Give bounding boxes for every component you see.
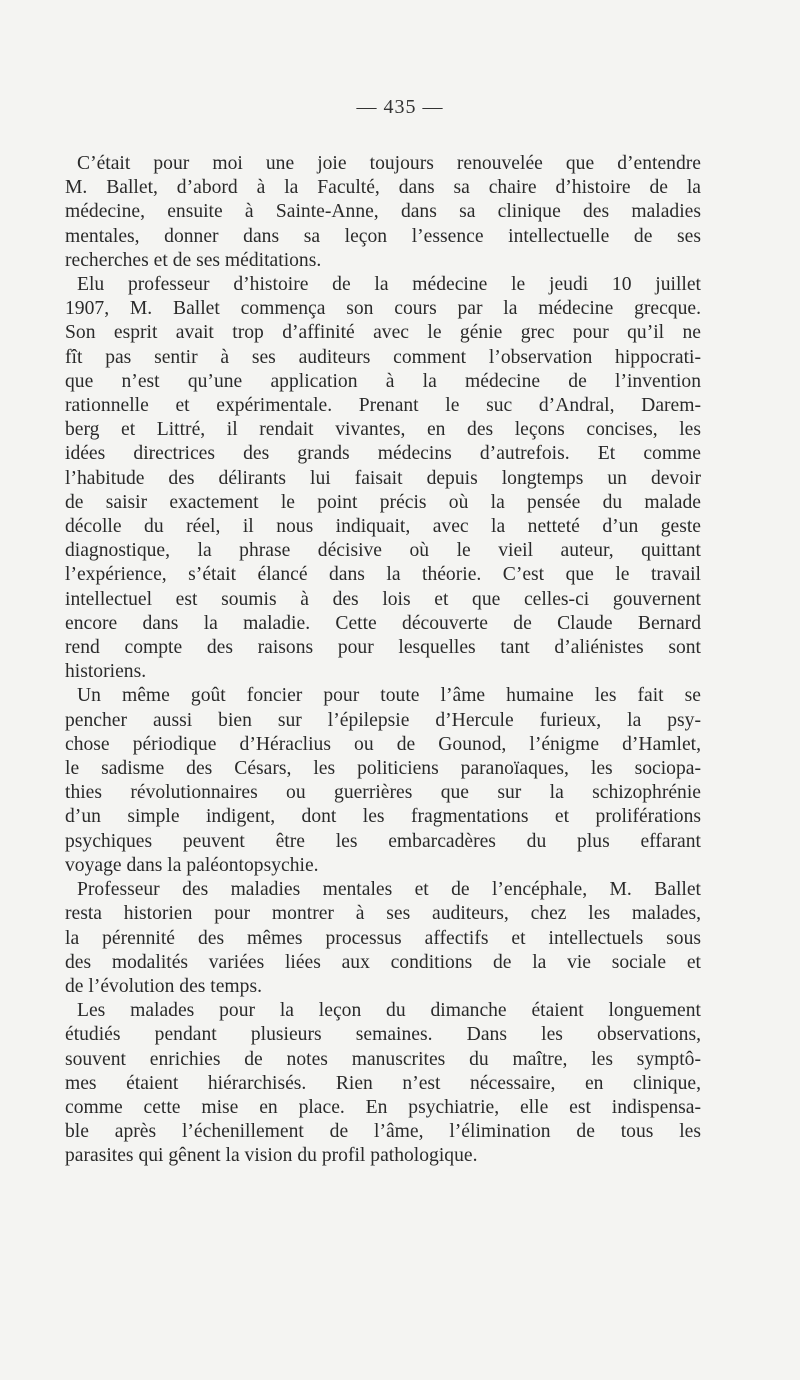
text-line: mes étaient hiérarchisés. Rien n’est nécessaire, en clinique,: [65, 1072, 701, 1094]
text-line: chose périodique d’Héraclius ou de Gounod, l’énigme d’Hamlet,: [65, 733, 701, 755]
page-number: — 435 —: [356, 96, 444, 118]
text-line: fît pas sentir à ses auditeurs comment l’observation hippocrati-: [65, 346, 701, 368]
text-line: Son esprit avait trop d’affinité avec le génie grec pour qu’il ne: [65, 322, 701, 344]
text-line: psychiques peuvent être les embarcadères du plus effarant: [65, 830, 701, 852]
text-line: intellectuel est soumis à des lois et que celles-ci gouvernent: [65, 588, 701, 610]
paragraph: [53, 878, 701, 999]
paragraph: [53, 273, 701, 684]
text-line: la pérennité des mêmes processus affectifs et intellectuels sous: [65, 927, 701, 949]
text-line: diagnostique, la phrase décisive où le vieil auteur, quittant: [65, 540, 701, 562]
text-line: rationnelle et expérimentale. Prenant le suc d’Andral, Darem-: [65, 395, 701, 417]
text-line: que n’est qu’une application à la médecine de l’invention: [65, 370, 701, 392]
text-line: rend compte des raisons pour lesquelles tant d’aliénistes sont: [65, 637, 701, 659]
text-line: décolle du réel, il nous indiquait, avec la netteté d’un geste: [65, 516, 701, 538]
text-line: Elu professeur d’histoire de la médecine le jeudi 10 juillet: [77, 274, 701, 296]
paragraph: [53, 152, 701, 273]
text-line: l’expérience, s’était élancé dans la théorie. C’est que le travail: [65, 564, 701, 586]
text-line: resta historien pour montrer à ses auditeurs, chez les malades,: [65, 903, 701, 925]
text-line: recherches et de ses méditations.: [65, 249, 322, 271]
text-line: idées directrices des grands médecins d’autrefois. Et comme: [65, 443, 701, 465]
text-line: berg et Littré, il rendait vivantes, en des leçons concises, les: [65, 419, 701, 441]
text-line: le sadisme des Césars, les politiciens paranoïaques, les sociopa-: [65, 758, 701, 780]
text-line: ble après l’échenillement de l’âme, l’élimination de tous les: [65, 1121, 701, 1143]
text-line: parasites qui gênent la vision du profil pathologique.: [65, 1145, 478, 1167]
text-line: d’un simple indigent, dont les fragmentations et proliférations: [65, 806, 701, 828]
text-line: étudiés pendant plusieurs semaines. Dans les observations,: [65, 1024, 701, 1046]
text-line: pencher aussi bien sur l’épilepsie d’Hercule furieux, la psy-: [65, 709, 701, 731]
text-line: M. Ballet, d’abord à la Faculté, dans sa chaire d’histoire de la: [65, 177, 701, 199]
text-line: Les malades pour la leçon du dimanche étaient longuement: [77, 1000, 701, 1022]
text-line: de saisir exactement le point précis où la pensée du malade: [65, 491, 701, 513]
text-line: Professeur des maladies mentales et de l’encéphale, M. Ballet: [77, 879, 701, 901]
text-line: de l’évolution des temps.: [65, 975, 262, 997]
text-line: comme cette mise en place. En psychiatrie, elle est indispensa-: [65, 1096, 701, 1118]
text-line: des modalités variées liées aux conditions de la vie sociale et: [65, 951, 701, 973]
text-line: mentales, donner dans sa leçon l’essence intellectuelle de ses: [65, 225, 701, 247]
text-line: 1907, M. Ballet commença son cours par la médecine grecque.: [65, 298, 701, 320]
paragraph: [53, 999, 701, 1168]
paragraph: [53, 684, 701, 878]
text-line: thies révolutionnaires ou guerrières que sur la schizophrénie: [65, 782, 701, 804]
text-line: C’était pour moi une joie toujours renouvelée que d’entendre: [77, 153, 701, 174]
text-line: encore dans la maladie. Cette découverte de Claude Bernard: [65, 612, 701, 634]
text-line: historiens.: [65, 661, 147, 683]
text-line: souvent enrichies de notes manuscrites du maître, les symptô-: [65, 1048, 701, 1070]
text-line: Un même goût foncier pour toute l’âme humaine les fait se: [77, 685, 701, 707]
text-line: voyage dans la paléontopsychie.: [65, 854, 319, 876]
text-line: l’habitude des délirants lui faisait depuis longtemps un devoir: [65, 467, 701, 489]
body-text: [53, 152, 701, 1169]
text-line: médecine, ensuite à Sainte-Anne, dans sa clinique des maladies: [65, 201, 701, 223]
